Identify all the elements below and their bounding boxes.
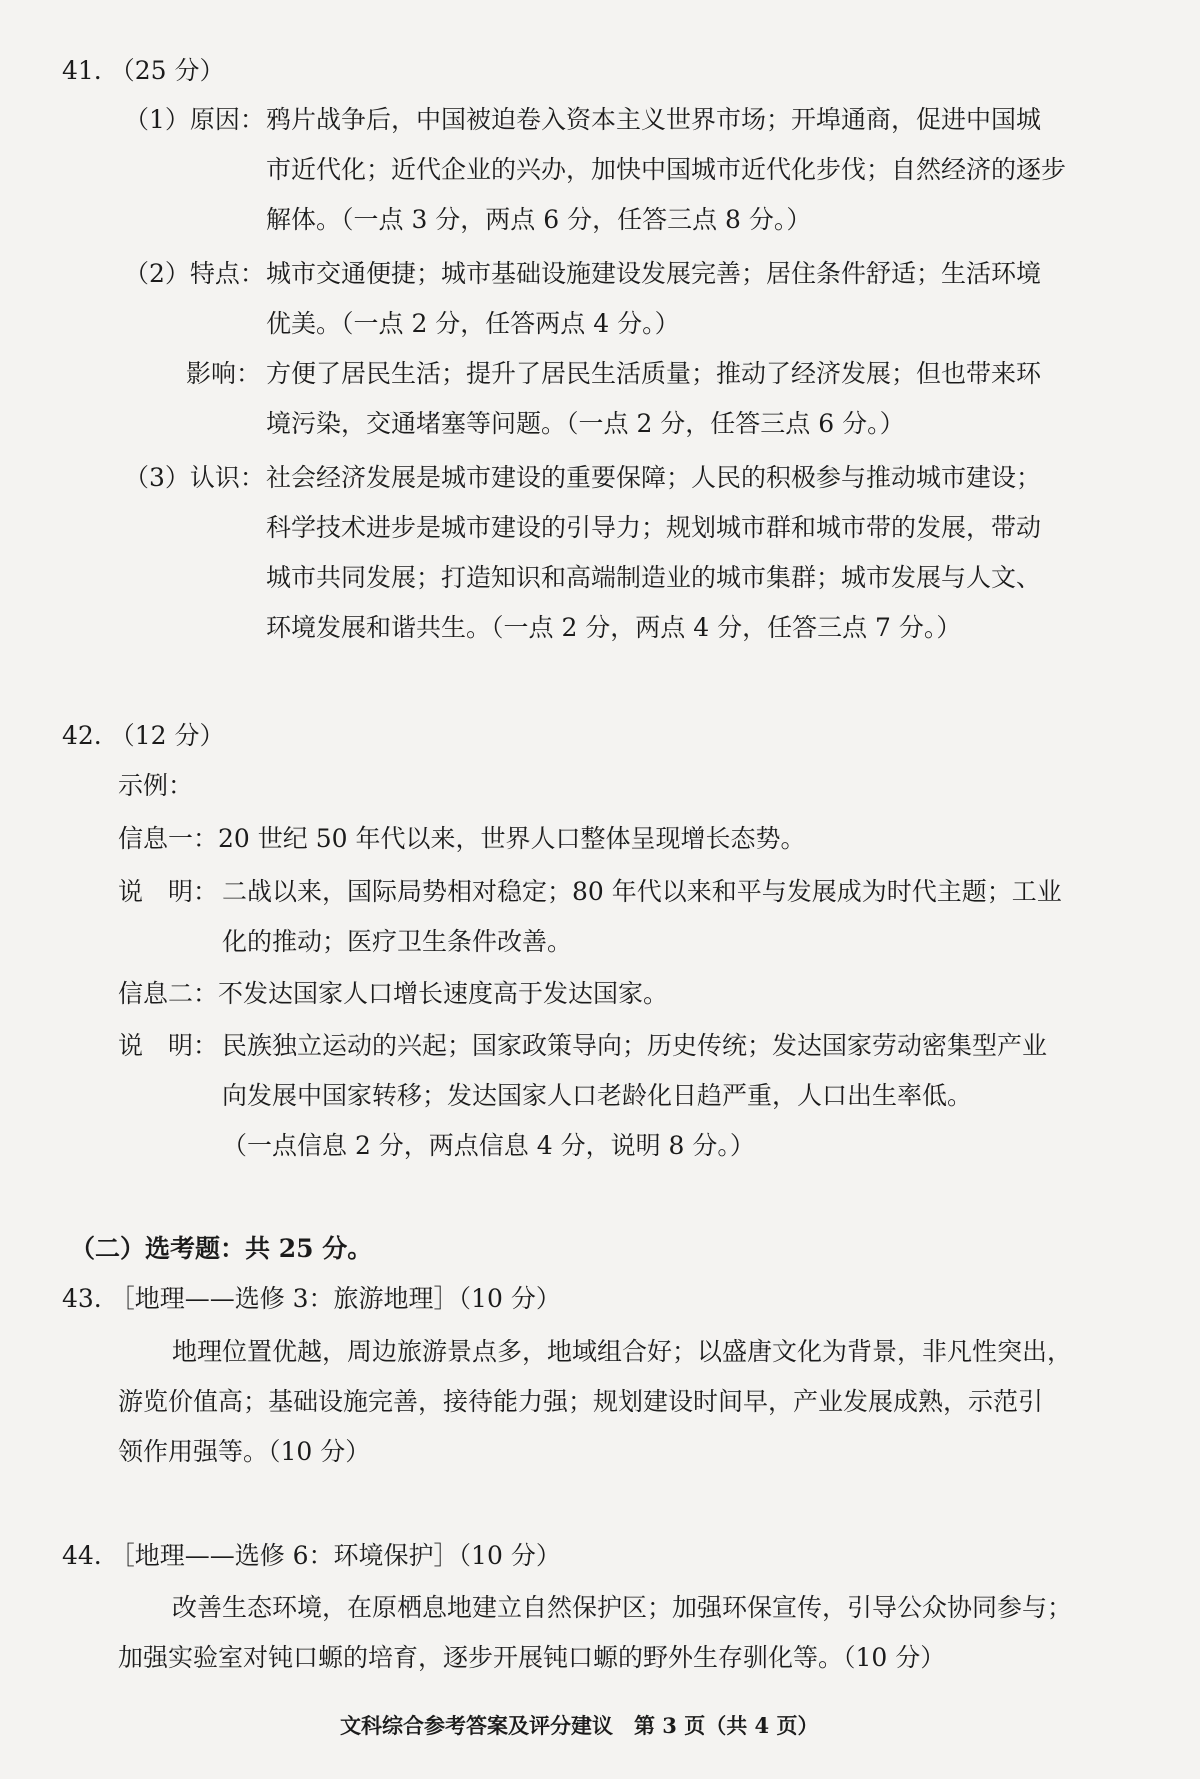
q41-part2-lead: （2）特点：: [124, 259, 265, 288]
q42-info2: 信息二：不发达国家人口增长速度高于发达国家。: [118, 979, 669, 1008]
q41-part3-line: 科学技术进步是城市建设的引导力；规划城市群和城市带的发展，带动: [266, 513, 1042, 542]
q42-scoring: （一点信息 2 分，两点信息 4 分，说明 8 分。）: [222, 1131, 755, 1160]
q43-line: 领作用强等。（10 分）: [118, 1437, 371, 1466]
q41-part3-line: 社会经济发展是城市建设的重要保障；人民的积极参与推动城市建设；: [266, 463, 1042, 492]
q42-example-label: 示例：: [118, 771, 194, 800]
q44-line: 加强实验室对钝口螈的培育，逐步开展钝口螈的野外生存驯化等。（10 分）: [118, 1643, 946, 1672]
q43-line: 游览价值高；基础设施完善，接待能力强；规划建设时间早，产业发展成熟，示范引: [118, 1387, 1044, 1416]
q41-part1-lead: （1）原因：: [124, 105, 265, 134]
q41-part2-line: 境污染，交通堵塞等问题。（一点 2 分，任答三点 6 分。）: [266, 409, 905, 438]
q42-header: 42. （12 分）: [62, 721, 225, 750]
q44-line: 改善生态环境，在原栖息地建立自然保护区；加强环保宣传，引导公众协同参与；: [172, 1593, 1073, 1622]
q44-header: 44. ［地理——选修 6：环境保护］（10 分）: [62, 1541, 561, 1570]
q41-part1-line: 市近代化；近代企业的兴办，加快中国城市近代化步伐；自然经济的逐步: [266, 155, 1067, 184]
q42-explain2-lead: 说 明：: [118, 1031, 219, 1060]
q42-explain2-line: 向发展中国家转移；发达国家人口老龄化日趋严重，人口出生率低。: [222, 1081, 973, 1110]
q43-line: 地理位置优越，周边旅游景点多，地域组合好；以盛唐文化为背景，非凡性突出，: [172, 1337, 1073, 1366]
section-heading: （二）选考题：共 25 分。: [70, 1234, 373, 1263]
q41-part2-line: 方便了居民生活；提升了居民生活质量；推动了经济发展；但也带来环: [266, 359, 1042, 388]
q42-explain1-line: 二战以来，国际局势相对稳定；80 年代以来和平与发展成为时代主题；工业: [222, 877, 1062, 906]
q42-explain1-line: 化的推动；医疗卫生条件改善。: [222, 927, 573, 956]
q42-explain1-lead: 说 明：: [118, 877, 219, 906]
q41-part1-line: 解体。（一点 3 分，两点 6 分，任答三点 8 分。）: [266, 205, 812, 234]
q41-part1-line: 鸦片战争后，中国被迫卷入资本主义世界市场；开埠通商，促进中国城: [266, 105, 1042, 134]
q41-part3-lead: （3）认识：: [124, 463, 265, 492]
q42-info1: 信息一：20 世纪 50 年代以来，世界人口整体呈现增长态势。: [118, 824, 806, 853]
q42-explain2-line: 民族独立运动的兴起；国家政策导向；历史传统；发达国家劳动密集型产业: [222, 1031, 1048, 1060]
q43-header: 43. ［地理——选修 3：旅游地理］（10 分）: [62, 1284, 561, 1313]
q41-part3-line: 环境发展和谐共生。（一点 2 分，两点 4 分，任答三点 7 分。）: [266, 613, 962, 642]
q41-header: 41. （25 分）: [62, 56, 225, 85]
page-footer: 文科综合参考答案及评分建议 第 3 页（共 4 页）: [340, 1713, 819, 1738]
q41-part3-line: 城市共同发展；打造知识和高端制造业的城市集群；城市发展与人文、: [266, 563, 1042, 592]
q41-part2-line: 城市交通便捷；城市基础设施建设发展完善；居住条件舒适；生活环境: [266, 259, 1042, 288]
q41-part2-impact-lead: 影响：: [186, 359, 262, 388]
q41-part2-line: 优美。（一点 2 分，任答两点 4 分。）: [266, 309, 680, 338]
